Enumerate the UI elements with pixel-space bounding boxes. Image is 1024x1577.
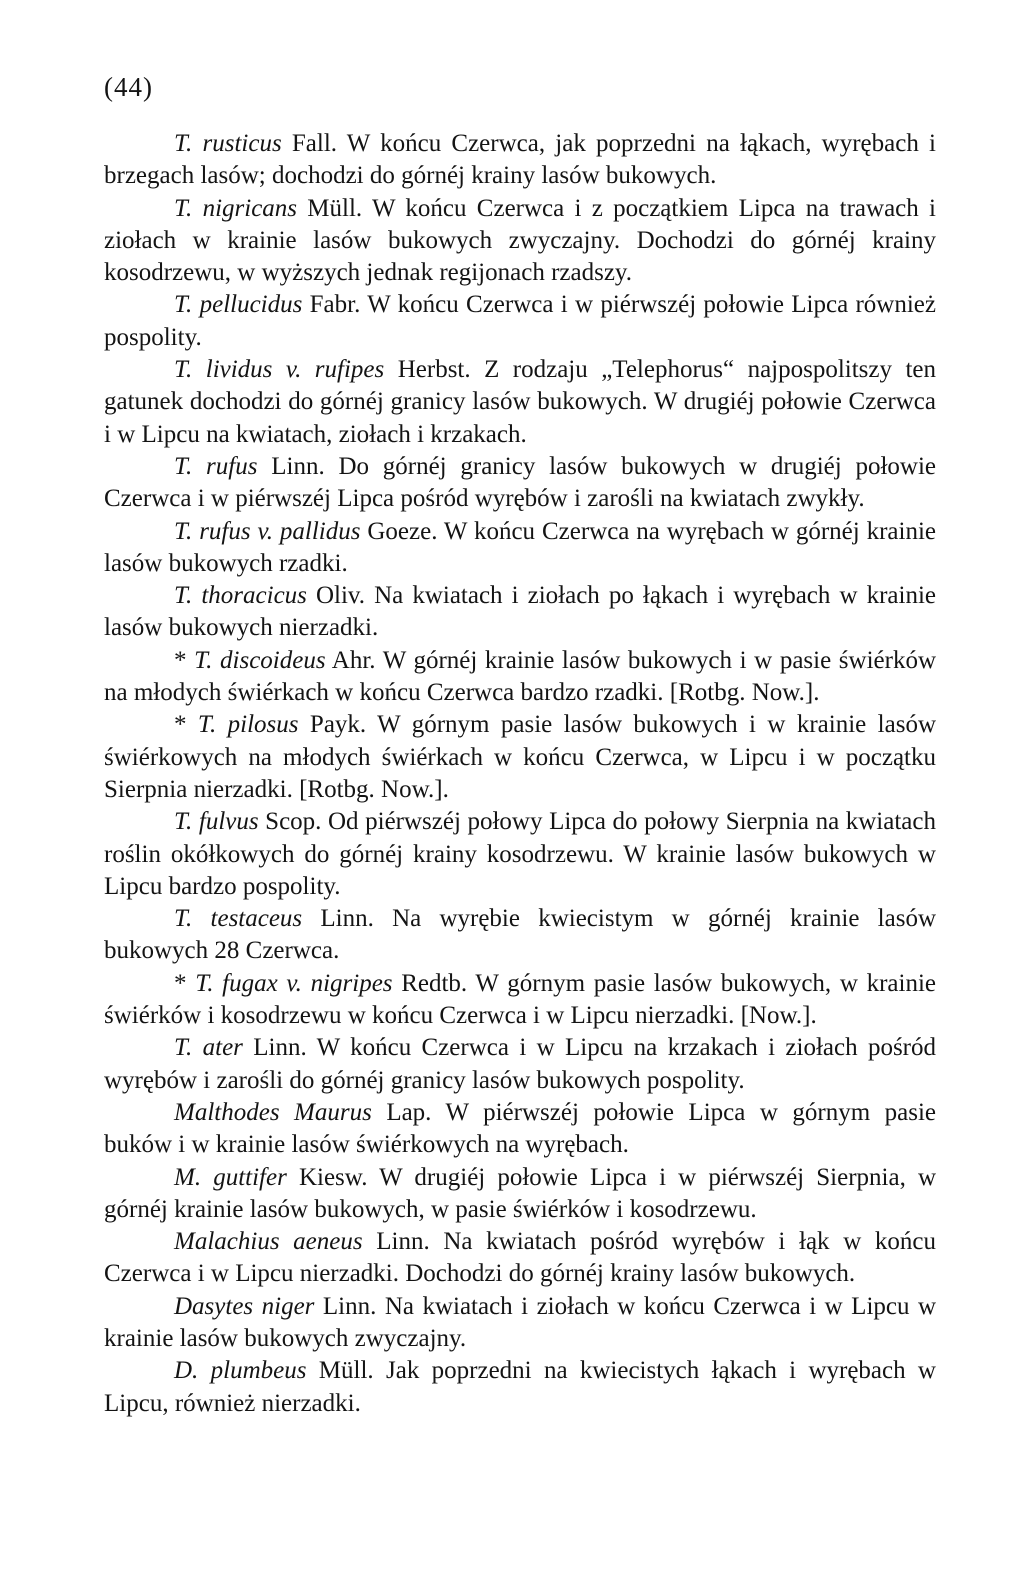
species-description: Scop. Od piérwszéj połowy Lipca do połowy Sierpnia na kwiatach roślin okółkowych do górnéj krainy kosodrzewu. W krainie lasów bukowych w Lipcu bardzo pospolity. xyxy=(104,808,936,900)
species-name: T. rusticus xyxy=(174,130,282,157)
species-description: Oliv. Na kwiatach i ziołach po łąkach i wyrębach w krainie lasów bukowych nierzadki. xyxy=(104,582,936,642)
species-entry xyxy=(104,580,936,645)
species-entry xyxy=(104,1032,936,1097)
species-entry xyxy=(104,128,936,193)
species-name: T. fugax v. nigripes xyxy=(195,969,393,997)
species-name: T. discoideus xyxy=(194,646,326,674)
species-name: T. testaceus xyxy=(174,905,303,933)
species-description: Redtb. W górnym pasie lasów bukowych, w krainie świérków i kosodrzewu w końcu Czerwca i w Lipcu nierzadki. [Now.]. xyxy=(104,969,936,1030)
asterisk-marker: * xyxy=(174,646,195,674)
species-entry xyxy=(104,968,936,1033)
species-entry xyxy=(104,1097,936,1162)
species-description: Lap. W piérwszéj połowie Lipca w górnym pasie buków i w krainie lasów świérkowych na wyrębach. xyxy=(104,1098,937,1159)
species-name: D. plumbeus xyxy=(174,1357,307,1385)
species-entry xyxy=(104,451,936,516)
species-entry xyxy=(104,1291,936,1356)
species-description: Fall. W końcu Czerwca, jak poprzedni na łąkach, wyrębach i brzegach lasów; dochodzi do górnéj krainy lasów bukowych. xyxy=(104,130,936,190)
species-list xyxy=(104,128,936,1420)
asterisk-marker: * xyxy=(174,969,196,997)
species-description: Goeze. W końcu Czerwca na wyrębach w górnéj krainie lasów bukowych rzadki. xyxy=(104,517,936,577)
species-entry xyxy=(104,1355,936,1420)
species-description: Müll. Jak poprzedni na kwiecistych łąkach i wyrębach w Lipcu, również nierzadki. xyxy=(104,1357,936,1417)
species-name: Malachius aeneus xyxy=(174,1228,363,1256)
species-entry xyxy=(104,645,936,710)
species-description: Payk. W górnym pasie lasów bukowych i w krainie lasów świérkowych na młodych świérkach w końcu Czerwca, w Lipcu i w początku Sierpnia nierzadki. [Rotbg. Now.]. xyxy=(104,711,936,803)
species-entry xyxy=(104,289,936,354)
species-entry xyxy=(104,516,936,581)
species-name: T. nigricans xyxy=(174,194,298,222)
species-entry xyxy=(104,354,936,451)
species-entry xyxy=(104,709,936,806)
species-description: Linn. Na kwiatach i ziołach w końcu Czerwca i w Lipcu w krainie lasów bukowych zwyczajny. xyxy=(104,1292,937,1352)
species-entry xyxy=(104,193,936,290)
species-description: Linn. Na wyrębie kwiecistym w górnéj krainie lasów bukowych 28 Czerwca. xyxy=(104,905,936,965)
species-name: T. fulvus xyxy=(174,808,259,836)
asterisk-marker: * xyxy=(174,711,198,739)
species-name: Malthodes Maurus xyxy=(174,1098,372,1126)
species-description: Kiesw. W drugiéj połowie Lipca i w piérwszéj Sierpnia, w górnéj krainie lasów bukowych, w pasie świérków i kosodrzewu. xyxy=(104,1163,937,1223)
species-description: Linn. Do górnéj granicy lasów bukowych w drugiéj połowie Czerwca i w piérwszéj Lipca pośród wyrębów i zarośli na kwiatach zwykły. xyxy=(104,452,936,513)
species-description: Müll. W końcu Czerwca i z początkiem Lipca na trawach i ziołach w krainie lasów bukowych zwyczajny. Dochodzi do górnéj krainy kosodrzewu, w wyższych jednak regijonach rzadszy. xyxy=(104,194,936,287)
species-description: Herbst. Z rodzaju „Telephorus“ najpospolitszy ten gatunek dochodzi do górnéj granicy lasów bukowych. W drugiéj połowie Czerwca i w Lipcu na kwiatach, ziołach i krzakach. xyxy=(104,356,936,448)
species-name: T. rufus xyxy=(174,452,258,480)
species-name: Dasytes niger xyxy=(174,1292,315,1320)
species-description: Fabr. W końcu Czerwca i w piérwszéj połowie Lipca również pospolity. xyxy=(104,291,936,351)
species-name: T. pellucidus xyxy=(174,291,303,319)
species-description: Linn. Na kwiatach pośród wyrębów i łąk w końcu Czerwca i w Lipcu nierzadki. Dochodzi do górnéj krainy lasów bukowych. xyxy=(104,1228,936,1288)
species-description: Linn. W końcu Czerwca i w Lipcu na krzakach i ziołach pośród wyrębów i zarośli do górnéj granicy lasów bukowych pospolity. xyxy=(104,1034,936,1094)
species-description: Ahr. W górnéj krainie lasów bukowych i w pasie świérków na młodych świérkach w końcu Czerwca bardzo rzadki. [Rotbg. Now.]. xyxy=(104,646,937,707)
species-entry xyxy=(104,1226,936,1291)
species-entry xyxy=(104,903,936,968)
species-name: M. guttifer xyxy=(174,1163,287,1191)
species-name: T. ater xyxy=(174,1034,243,1062)
species-name: T. thoracicus xyxy=(174,582,307,610)
species-name: T. rufus v. pallidus xyxy=(174,517,361,545)
species-name: T. lividus v. rufipes xyxy=(174,356,385,384)
species-name: T. pilosus xyxy=(197,711,299,739)
species-entry xyxy=(104,1162,936,1227)
species-entry xyxy=(104,806,936,903)
page-number: (44) xyxy=(104,72,153,102)
